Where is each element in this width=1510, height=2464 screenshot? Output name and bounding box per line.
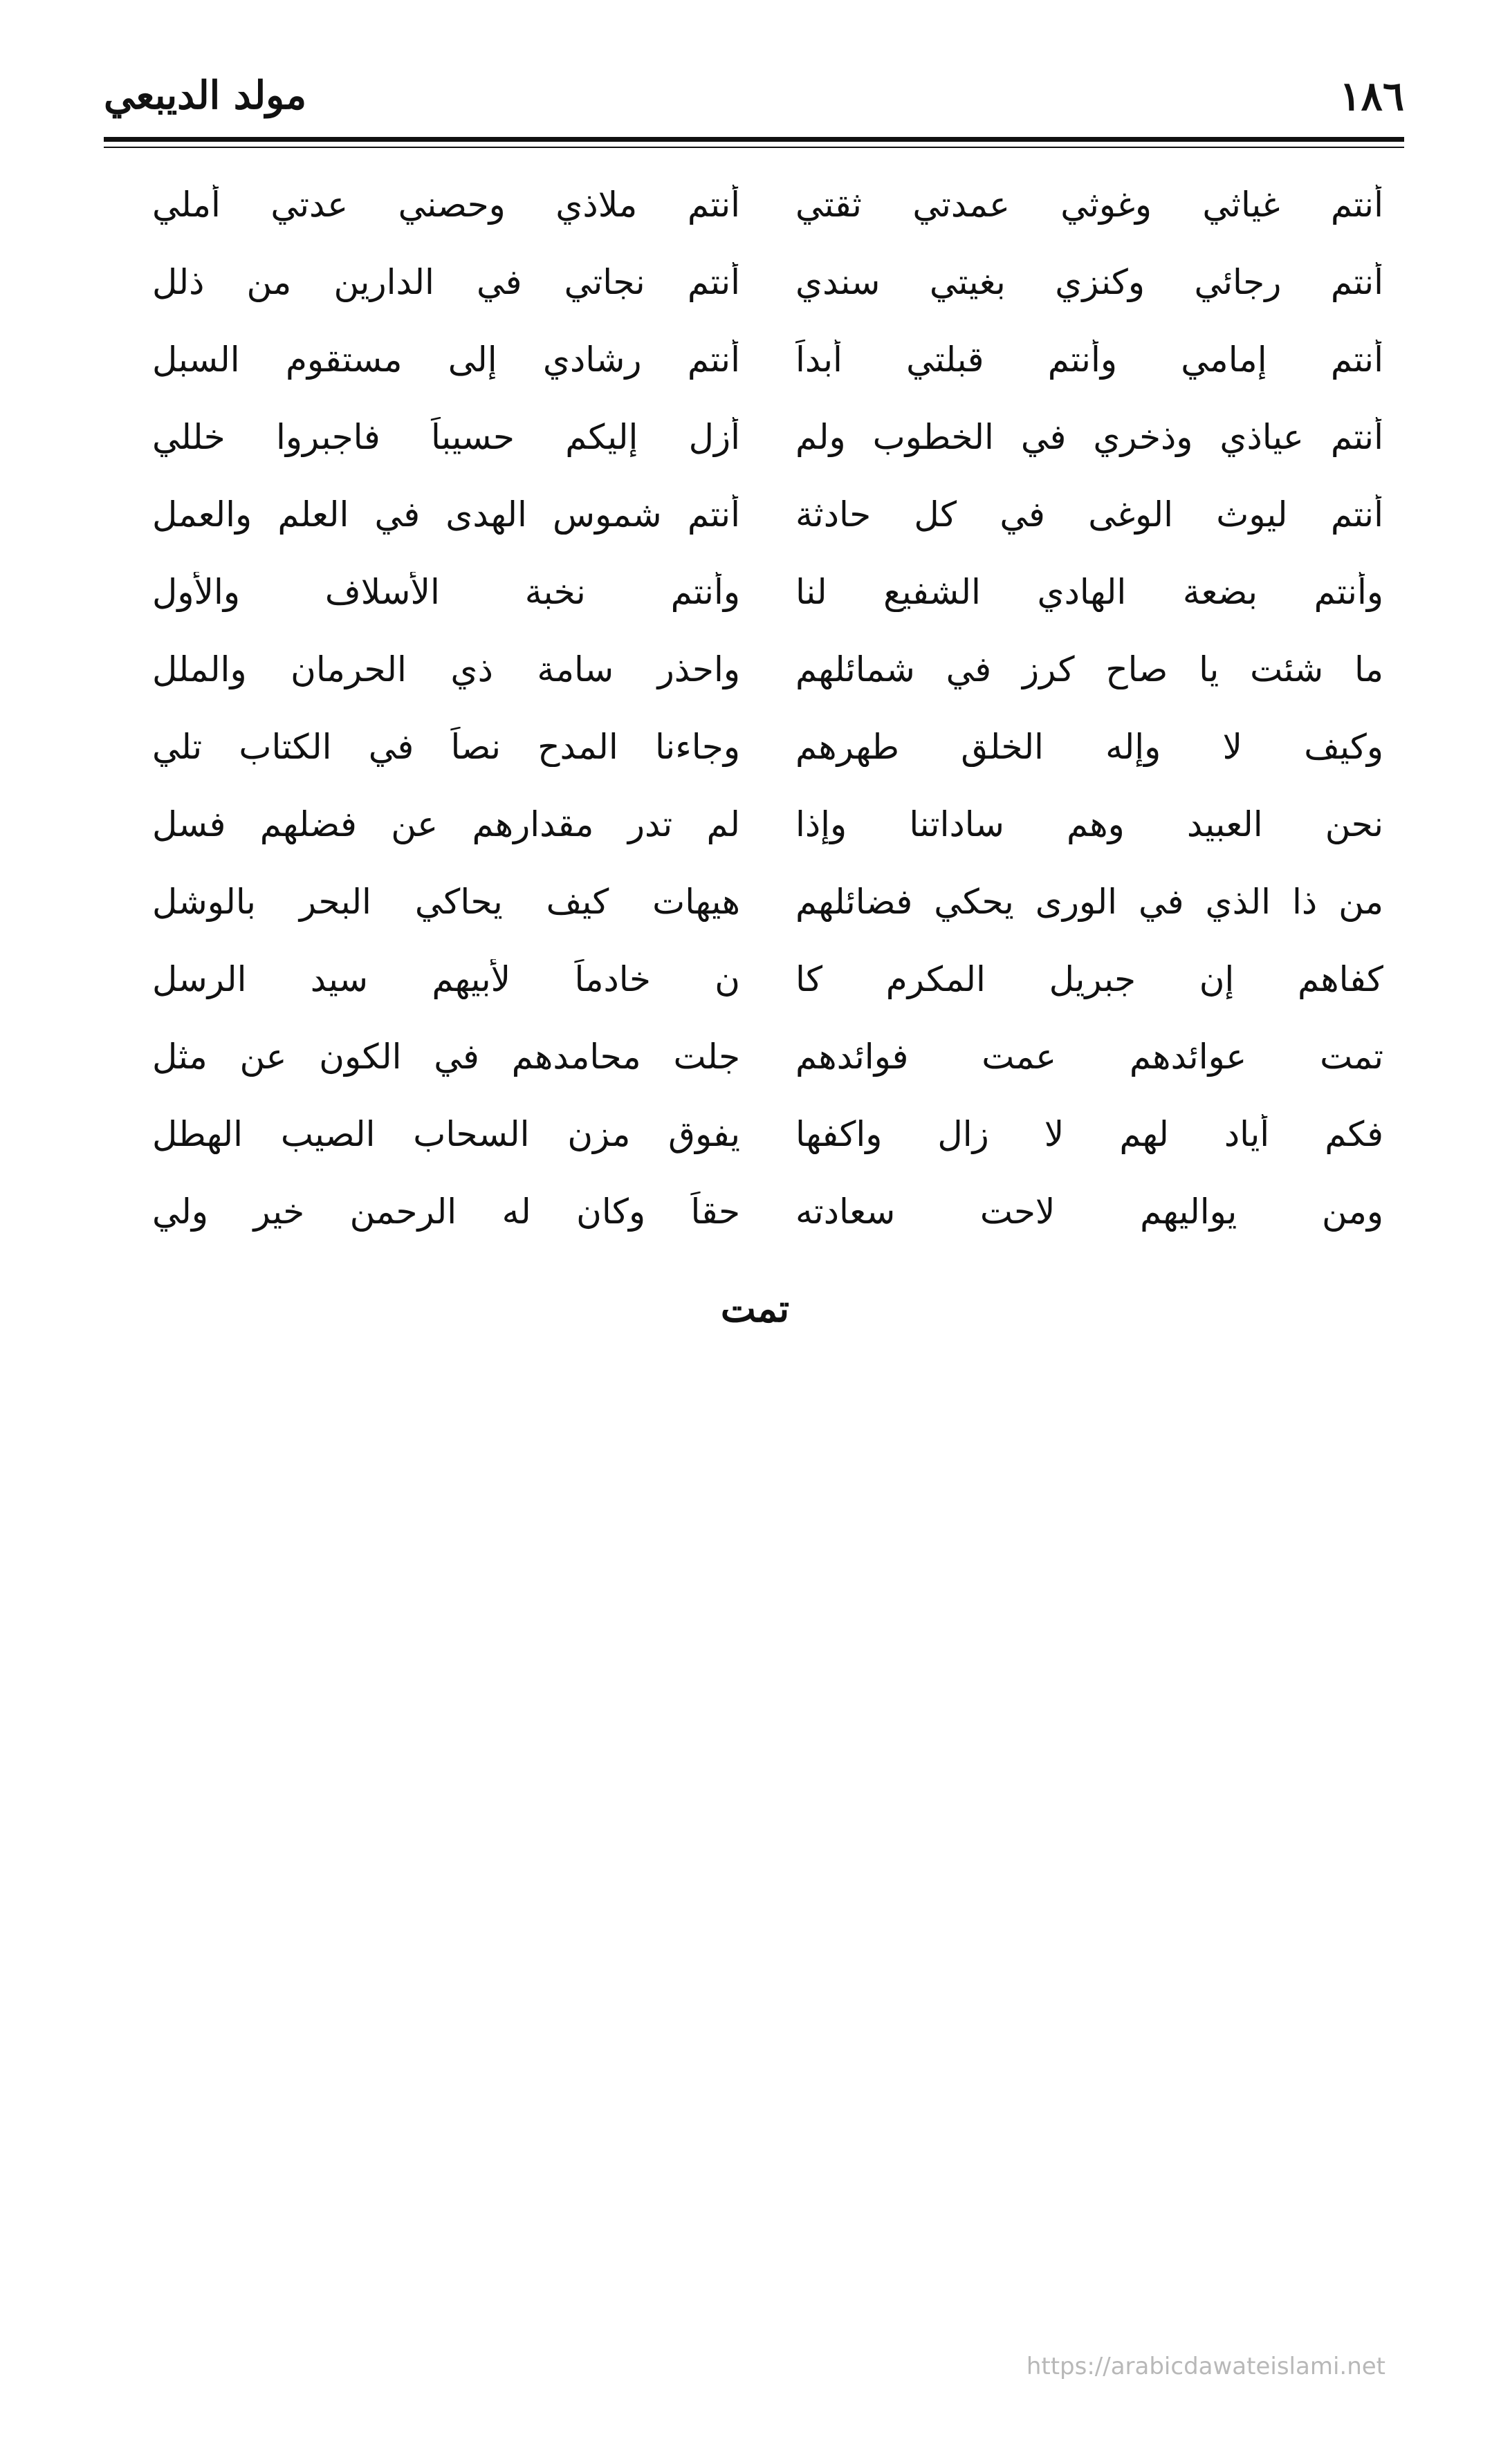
verse-second-hemistich: وأنتم نخبة الأسلاف والأول bbox=[152, 572, 740, 612]
verse bbox=[152, 708, 1383, 786]
verse bbox=[152, 321, 1383, 398]
verse-second-hemistich: حقاً وكان له الرحمن خير ولي bbox=[152, 1192, 740, 1232]
verse-second-hemistich: أنتم ملاذي وحصني عدتي أملي bbox=[152, 185, 740, 225]
verse-first-hemistich: من ذا الذي في الورى يحكي فضائلهم bbox=[795, 882, 1383, 922]
verse-second-hemistich: أنتم نجاتي في الدارين من ذلل bbox=[152, 262, 740, 302]
verse bbox=[152, 941, 1383, 1018]
verse bbox=[152, 1173, 1383, 1250]
verse-second-hemistich: ن خادماً لأبيهم سيد الرسل bbox=[152, 959, 740, 999]
page-number: ١٨٦ bbox=[1339, 73, 1404, 120]
verse bbox=[152, 243, 1383, 321]
verse-first-hemistich: أنتم إمامي وأنتم قبلتي أبداً bbox=[795, 340, 1383, 380]
running-title: مولد الديبعي bbox=[104, 73, 307, 118]
verse bbox=[152, 476, 1383, 553]
verse-first-hemistich: أنتم رجائي وكنزي بغيتي سندي bbox=[795, 262, 1383, 302]
verse bbox=[152, 863, 1383, 941]
poem bbox=[152, 166, 1383, 1250]
header-rule-thin bbox=[104, 147, 1404, 148]
watermark-url: https://arabicdawateislami.net bbox=[1026, 2353, 1385, 2380]
verse-second-hemistich: جلت محامدهم في الكون عن مثل bbox=[152, 1037, 740, 1077]
verse bbox=[152, 553, 1383, 631]
page-header bbox=[104, 66, 1404, 142]
verse-second-hemistich: واحذر سامة ذي الحرمان والملل bbox=[152, 649, 740, 689]
verse-first-hemistich: وكيف لا وإله الخلق طهرهم bbox=[795, 727, 1383, 767]
verse-second-hemistich: يفوق مزن السحاب الصيب الهطل bbox=[152, 1114, 740, 1154]
verse-first-hemistich: نحن العبيد وهم ساداتنا وإذا bbox=[795, 804, 1383, 844]
verse-first-hemistich: تمت عوائدهم عمت فوائدهم bbox=[795, 1037, 1383, 1077]
verse bbox=[152, 1018, 1383, 1095]
verse-second-hemistich: هيهات كيف يحاكي البحر بالوشل bbox=[152, 882, 740, 922]
verse-first-hemistich: وأنتم بضعة الهادي الشفيع لنا bbox=[795, 572, 1383, 612]
verse bbox=[152, 1095, 1383, 1173]
verse-first-hemistich: ما شئت يا صاح كرز في شمائلهم bbox=[795, 649, 1383, 689]
verse bbox=[152, 786, 1383, 863]
verse-first-hemistich: كفاهم إن جبريل المكرم كا bbox=[795, 959, 1383, 999]
verse bbox=[152, 166, 1383, 243]
verse-first-hemistich: ومن يواليهم لاحت سعادته bbox=[795, 1192, 1383, 1232]
verse bbox=[152, 631, 1383, 708]
verse-second-hemistich: أنتم رشادي إلى مستقوم السبل bbox=[152, 340, 740, 380]
verse-second-hemistich: لم تدر مقدارهم عن فضلهم فسل bbox=[152, 804, 740, 844]
verse-second-hemistich: أزل إليكم حسيباً فاجبروا خللي bbox=[152, 417, 740, 457]
verse-first-hemistich: أنتم غياثي وغوثي عمدتي ثقتي bbox=[795, 185, 1383, 225]
verse-second-hemistich: أنتم شموس الهدى في العلم والعمل bbox=[152, 494, 740, 535]
verse-first-hemistich: أنتم عياذي وذخري في الخطوب ولم bbox=[795, 417, 1383, 457]
header-rule-thick bbox=[104, 137, 1404, 142]
verse bbox=[152, 398, 1383, 476]
verse-first-hemistich: أنتم ليوث الوغى في كل حادثة bbox=[795, 494, 1383, 535]
closing-word: تمت bbox=[720, 1286, 790, 1331]
verse-first-hemistich: فكم أياد لهم لا زال واكفها bbox=[795, 1114, 1383, 1154]
verse-second-hemistich: وجاءنا المدح نصاً في الكتاب تلي bbox=[152, 727, 740, 767]
